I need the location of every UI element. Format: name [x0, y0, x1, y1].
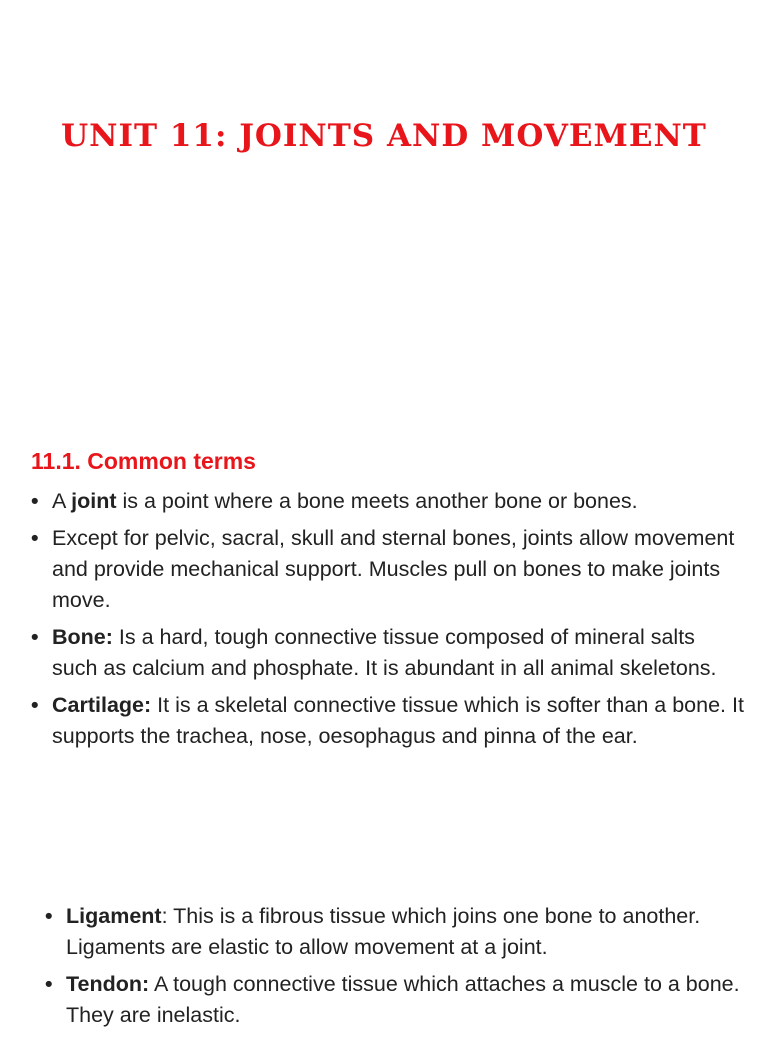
item-text: : This is a fibrous tissue which joins one bone to another. Ligaments are elastic to allow movement at a joint.	[66, 904, 701, 959]
item-text: Except for pelvic, sacral, skull and sternal bones, joints allow movement and provide mechanical support. Muscles pull on bones to make joints move.	[52, 526, 735, 612]
bullet-icon: •	[31, 526, 39, 550]
list-item	[31, 523, 746, 616]
list-item	[31, 690, 746, 752]
bullet-icon: •	[45, 972, 53, 996]
continued-terms-list	[45, 901, 745, 1037]
item-text: is a point where a bone meets another bone or bones.	[116, 489, 638, 513]
bullet-icon: •	[31, 693, 39, 717]
item-term: Ligament	[66, 904, 162, 928]
item-term: Cartilage:	[52, 693, 152, 717]
bullet-icon: •	[31, 489, 39, 513]
bullet-icon: •	[45, 904, 53, 928]
page-title: UNIT 11: JOINTS AND MOVEMENT	[61, 118, 707, 154]
bullet-icon: •	[31, 625, 39, 649]
item-text: Is a hard, tough connective tissue composed of mineral salts such as calcium and phosphate. It is abundant in all animal skeletons.	[52, 625, 717, 680]
item-text: It is a skeletal connective tissue which is softer than a bone. It supports the trachea, nose, oesophagus and pinna of the ear.	[52, 693, 744, 748]
section-heading: 11.1. Common terms	[31, 448, 256, 474]
item-text: A tough connective tissue which attaches a muscle to a bone. They are inelastic.	[66, 972, 740, 1027]
list-item	[31, 622, 746, 684]
item-term: Tendon:	[66, 972, 150, 996]
list-item	[45, 969, 745, 1031]
item-term: Bone:	[52, 625, 113, 649]
common-terms-list	[31, 486, 746, 758]
list-item	[31, 486, 746, 517]
item-prefix: A	[52, 489, 72, 513]
item-term: joint	[71, 489, 117, 513]
list-item	[45, 901, 745, 963]
